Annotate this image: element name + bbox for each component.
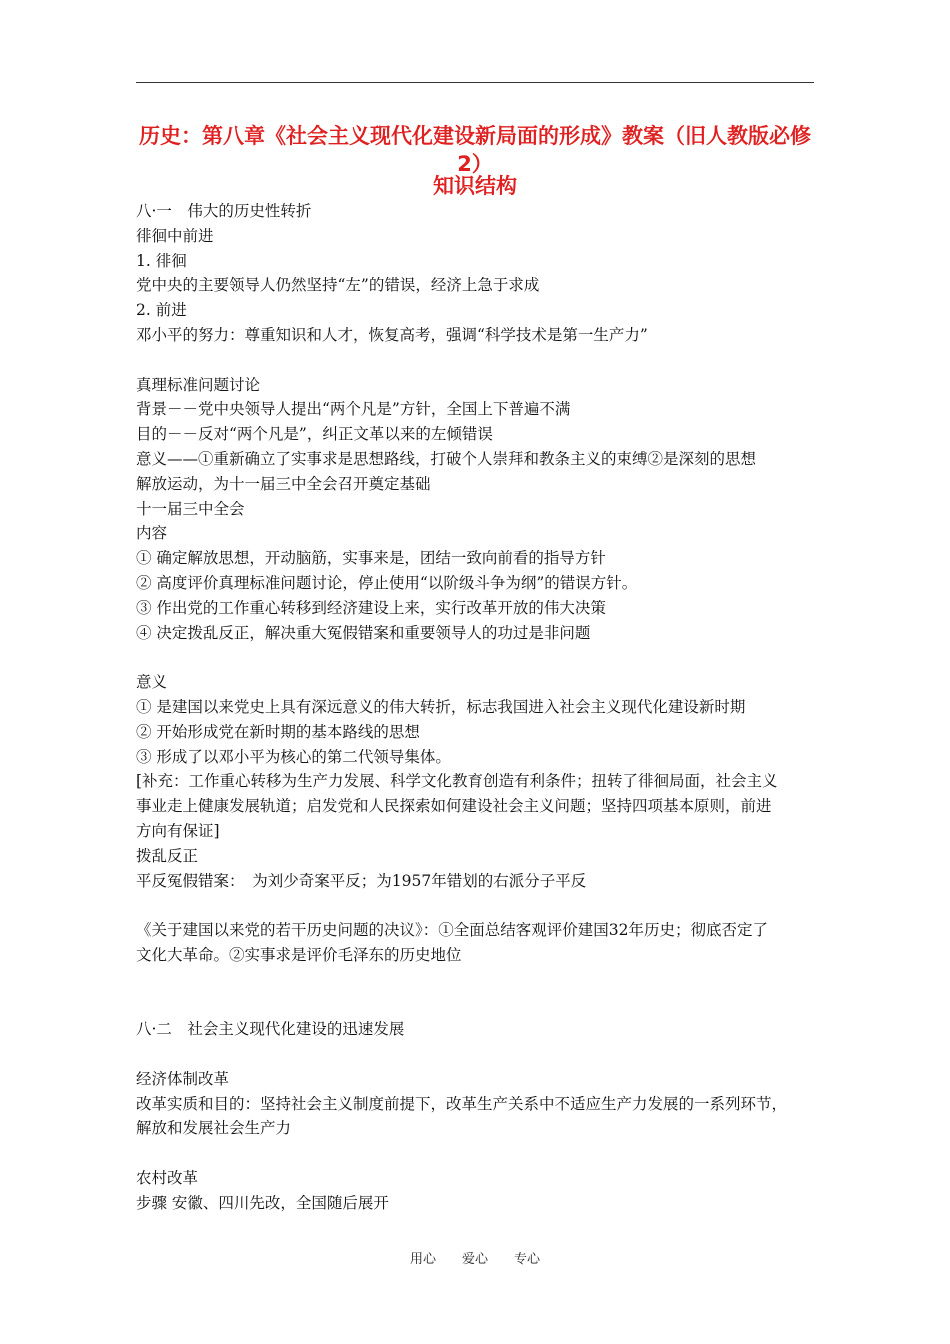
text-line: ① 是建国以来党史上具有深远意义的伟大转折，标志我国进入社会主义现代化建设新时期 [136, 697, 746, 716]
text-line: 《关于建国以来党的若干历史问题的决议》：①全面总结客观评价建国32年历史；彻底否定了 [136, 921, 768, 940]
text-line: 意义——①重新确立了实事求是思想路线，打破个人崇拜和教条主义的束缚②是深刻的思想 [136, 449, 757, 468]
text-line: 背景－－党中央领导人提出“两个凡是”方针，全国上下普遍不满 [136, 400, 571, 419]
text-line: 拨乱反正 [136, 846, 199, 865]
text-line: 八·一 伟大的历史性转折 [136, 202, 312, 220]
text-line: 十一届三中全会 [136, 499, 245, 518]
text-line: 平反冤假错案： 为刘少奇案平反；为1957年错划的右派分子平反 [136, 871, 587, 890]
blank-line [136, 645, 826, 670]
page-footer: 用心 爱心 专心 [409, 1252, 540, 1267]
blank-line [136, 993, 826, 1018]
text-line: 步骤 安徽、四川先改，全国随后展开 [136, 1193, 389, 1212]
text-line: 2. 前进 [136, 301, 187, 320]
text-line: 意义 [136, 673, 168, 692]
text-line: 农村改革 [136, 1169, 199, 1188]
text-line: 真理标准问题讨论 [136, 375, 261, 394]
section-subtitle: 知识结构 [433, 174, 517, 198]
text-line: 内容 [136, 524, 168, 543]
blank-line [136, 348, 826, 373]
text-line: 1. 徘徊 [136, 251, 187, 270]
text-line: 八·二 社会主义现代化建设的迅速发展 [136, 1020, 405, 1039]
text-line: 解放和发展社会生产力 [136, 1119, 292, 1138]
text-line: 方向有保证] [136, 821, 220, 840]
blank-line [136, 1042, 826, 1067]
blank-line [136, 893, 826, 918]
text-line: 事业走上健康发展轨道；启发党和人民探索如何建设社会主义问题；坚持四项基本原则，前进 [136, 797, 772, 816]
text-line: ② 高度评价真理标准问题讨论，停止使用“以阶级斗争为纲”的错误方针。 [136, 573, 638, 592]
header-rule [136, 82, 814, 83]
text-line: ① 确定解放思想，开动脑筋，实事来是，团结一致向前看的指导方针 [136, 549, 606, 568]
document-body [136, 199, 826, 1216]
text-line: 党中央的主要领导人仍然坚持“左”的错误，经济上急于求成 [136, 276, 540, 295]
text-line: 解放运动，为十一届三中全会召开奠定基础 [136, 474, 431, 493]
text-line: 邓小平的努力：尊重知识和人才，恢复高考，强调“科学技术是第一生产力” [136, 325, 648, 344]
text-line: ④ 决定拨乱反正，解决重大冤假错案和重要领导人的功过是非问题 [136, 623, 591, 642]
text-line: ③ 形成了以邓小平为核心的第二代领导集体。 [136, 747, 451, 766]
text-line: 文化大革命。②实事求是评价毛泽东的历史地位 [136, 945, 462, 964]
text-line: [补充：工作重心转移为生产力发展、科学文化教育创造有利条件；扭转了徘徊局面，社会主义 [136, 772, 778, 791]
text-line: ③ 作出党的工作重心转移到经济建设上来，实行改革开放的伟大决策 [136, 598, 606, 617]
text-line: 改革实质和目的：坚持社会主义制度前提下，改革生产关系中不适应生产力发展的一系列环节， [136, 1094, 788, 1113]
text-line: 徘徊中前进 [136, 226, 214, 245]
text-line: 经济体制改革 [136, 1069, 230, 1088]
text-line: ② 开始形成党在新时期的基本路线的思想 [136, 722, 420, 741]
blank-line [136, 1141, 826, 1166]
text-line: 目的－－反对“两个凡是”，纠正文革以来的左倾错误 [136, 425, 493, 444]
blank-line [136, 968, 826, 993]
document-title: 历史：第八章《社会主义现代化建设新局面的形成》教案（旧人教版必修2） [139, 124, 811, 176]
